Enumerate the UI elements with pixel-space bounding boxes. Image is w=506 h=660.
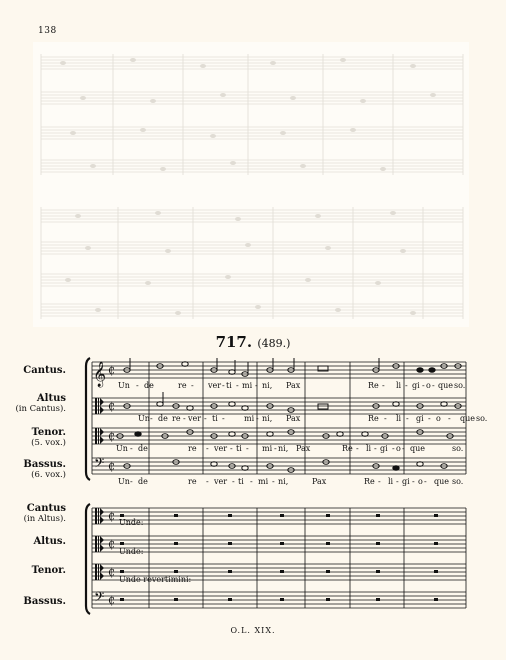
voice-label-cantus-bottom: Cantus (in Altus).	[23, 503, 66, 524]
page-footer: O.L. XIX.	[230, 626, 276, 635]
svg-text:₵: ₵	[108, 430, 115, 443]
voice-label-tenor: Tenor. (5. vox.)	[31, 427, 66, 448]
staff-cantus-bottom	[92, 508, 466, 524]
voice-label-altus: Altus (in Cantus).	[15, 393, 66, 414]
staff-bassus-bottom	[92, 592, 466, 608]
svg-text:𝄢: 𝄢	[94, 455, 105, 474]
svg-text:₵: ₵	[108, 364, 115, 377]
staff-bassus	[92, 458, 466, 474]
svg-text:₵: ₵	[108, 460, 115, 473]
svg-text:₵: ₵	[108, 538, 115, 551]
svg-text:₵: ₵	[108, 594, 115, 607]
voice-label-altus-bottom: Altus.	[33, 536, 66, 547]
svg-text:₵: ₵	[108, 566, 115, 579]
lyrics-tenor-bottom: Unde revertimini:	[119, 575, 192, 584]
c-clef-icons	[95, 398, 104, 580]
svg-text:𝄢: 𝄢	[94, 589, 105, 608]
system-bracket-top	[86, 358, 90, 480]
bass-clef-icons	[94, 455, 104, 608]
svg-text:₵: ₵	[108, 510, 115, 523]
treble-clef-icon: 𝄞	[93, 362, 107, 387]
piece-number: 717.	[215, 333, 253, 351]
voice-label-cantus: Cantus.	[23, 365, 66, 376]
staff-cantus	[92, 362, 466, 378]
voice-label-bassus-bottom: Bassus.	[23, 596, 66, 607]
page-number: 138	[38, 26, 57, 36]
rests-bottom	[120, 514, 438, 601]
staff-altus-bottom	[92, 536, 466, 552]
system-bracket-bottom	[86, 504, 90, 614]
voice-label-tenor-bottom: Tenor.	[31, 565, 66, 576]
svg-text:₵: ₵	[108, 400, 115, 413]
time-signatures	[108, 364, 115, 607]
lyrics-cantus-bottom: Unde:	[119, 518, 144, 527]
staff-altus	[92, 398, 466, 414]
voice-label-bassus: Bassus. (6. vox.)	[23, 459, 66, 480]
barlines-bottom	[92, 508, 466, 608]
staff-tenor	[92, 428, 466, 444]
lyrics-altus-bottom: Unde:	[119, 547, 144, 556]
piece-reference: (489.)	[257, 337, 291, 350]
